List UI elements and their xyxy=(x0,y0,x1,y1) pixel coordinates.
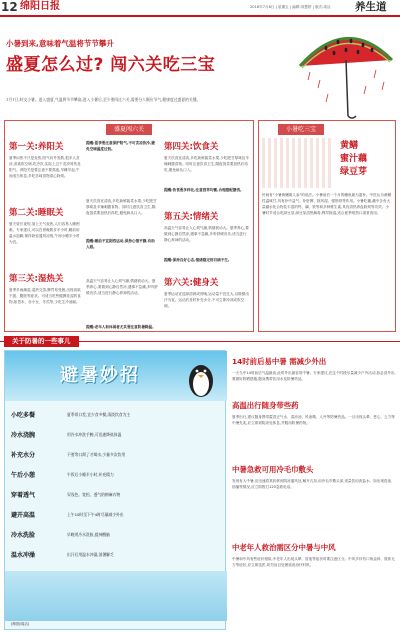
pass-1 xyxy=(9,140,81,203)
news-title: 中暑急救可用冷毛巾敷头 xyxy=(232,465,314,474)
tip-row xyxy=(11,467,221,482)
news-body: 一天当中14时前后气温最高,此时外出最容易中暑。专家建议,在这个时段尽量减少户外活动,如必须外出,要做好防晒措施,随身携带饮用水及防暑药品。 xyxy=(232,371,396,381)
tip-row xyxy=(11,447,221,462)
headline-lead: 7月7日,时交小暑。进入盛夏,气温将节节攀高,进入小暑后,至少要闯过六关,需要分人顺应节气,健康度过盛夏的关键。 xyxy=(6,97,201,102)
tip-label: 小吃多餐 xyxy=(11,412,36,419)
tips-credit: (制图/周洁) xyxy=(11,622,30,626)
masthead-rule xyxy=(0,15,400,17)
tip-row xyxy=(11,487,221,502)
tip-desc: 上午10时至下午4时尽量减少外出 xyxy=(67,511,124,517)
news-title: 14时前后易中暑 需减少外出 xyxy=(232,357,327,366)
pass-emph: 提醒:睡前不宜剧烈运动,保持心情平静,有助入眠。 xyxy=(86,239,155,249)
pass-6 xyxy=(164,276,250,327)
pass-emph: 提醒:夏季要注意保护阳气,不可贪凉饮冷,避免空调温度过低。 xyxy=(86,141,155,151)
pass-title: 第四关:饮食关 xyxy=(164,142,219,152)
watermelon-umbrella-illustration xyxy=(296,20,396,120)
pass-3 xyxy=(9,272,81,335)
tips-infographic xyxy=(4,350,226,630)
tip-row xyxy=(11,407,221,422)
pass-body: 夏季运动宜选择清晨或傍晚,运动量不宜过大,以微微出汗为宜。运动后及时补充水分,不可立即冲凉或吹空调。 xyxy=(164,292,249,308)
tips-title: 避暑妙招 xyxy=(60,365,140,386)
headline-title: 盛夏怎么过? 闯六关吃三宝 xyxy=(6,55,216,75)
treasure-list xyxy=(340,140,392,179)
pass-column-2 xyxy=(86,140,158,342)
ice-illustration xyxy=(5,571,227,621)
tip-desc: 夏季胃口差,宜少食多餐,清淡饮食为主 xyxy=(67,411,131,417)
pass-body: 夏季多雨潮湿,湿热交蒸,脾胃易受困,出现食欲不振、腹胀等症状。可适当吃些健脾祛湿的食物,如薏米、赤小豆、冬瓜等,少吃生冷油腻。 xyxy=(9,288,81,304)
tip-row xyxy=(11,427,221,442)
pass-5 xyxy=(164,210,250,281)
tips-header-bar xyxy=(0,336,400,347)
news-title: 高温出行随身带些药 xyxy=(232,401,299,410)
pass-emph: 提醒:保持良好心态,情绪稳定则百病不生。 xyxy=(164,258,232,262)
tip-desc: 出汗后用温水冲澡,消暑解乏 xyxy=(67,551,114,557)
masthead xyxy=(0,0,400,16)
tip-row xyxy=(11,547,221,562)
tip-desc: 早晚用冷水洗脸,提神醒脑 xyxy=(67,531,110,537)
tip-row xyxy=(11,527,221,542)
penguin-icon xyxy=(183,357,219,403)
news-title: 中老年人救治需区分中暑与中风 xyxy=(232,543,336,552)
page-number: 12 xyxy=(1,0,18,14)
tip-label: 冷水浇腕 xyxy=(11,432,36,439)
pass-emph: 提醒:饮食要多样化,注意营养均衡,合理搭配膳食。 xyxy=(164,188,244,192)
tip-label: 穿着透气 xyxy=(11,492,36,499)
pass-title: 第五关:情绪关 xyxy=(164,212,219,222)
pass-title: 第六关:健身关 xyxy=(164,278,219,288)
tip-label: 温水冲澡 xyxy=(11,552,36,559)
news-body: 夏季出行,建议随身携带藿香正气水、清凉油、风油精、人丹等防暑药品。一旦出现头晕、恶心、乏力等中暑先兆,应立即到阴凉处休息,并服用防暑药物。 xyxy=(232,415,395,425)
treasure-item: 蜜汁藕 xyxy=(340,154,368,164)
pass-body: 夏天饮食宜清淡,多吃新鲜蔬菜水果,少吃肥甘厚味及辛辣刺激食物。同时注意饮食卫生,隔夜饭菜要加热后再吃,避免病从口入。 xyxy=(164,156,249,172)
pass-4 xyxy=(164,140,250,211)
decorative-stripe xyxy=(262,138,334,188)
pass-body: 夏天昼长夜短,加上天气炎热,人们容易入睡困难。专家建议,可以在傍晚散步半小时,睡前用温水泡脚,保持卧室通风凉爽,午间小睡半小时为宜。 xyxy=(9,222,80,244)
tip-desc: 不要等口渴了才喝水,少量多次饮用 xyxy=(67,451,126,457)
tip-desc: 午饭后小睡半小时,补充精力 xyxy=(67,471,114,477)
pass-body: 夏季闷热不只是炎热,阳气向外发散,很多人贪凉,喜欢吹空调,吃冷饮,实际上过于贪凉易伤及阳气。养阳关是要注意不要熬夜,早睡早起,午间适当休息,多吃苦味食物清心除烦。 xyxy=(9,156,81,178)
news-body: 发现有人中暑,应迅速将其转移到阴凉通风处,解开衣扣,用冷毛巾敷头部,适量饮用淡盐水。如出现昏迷、抽搐等情况,应立即拨打120急救电话。 xyxy=(232,479,395,489)
three-treasures-banner: 小暑吃三宝 xyxy=(278,124,324,135)
treasure-item: 黄鳝 xyxy=(340,141,359,151)
tip-desc: 穿浅色、宽松、透气的棉麻衣物 xyxy=(67,491,121,497)
pass-body: 高温天气容易让人心烦气躁,情绪波动大。夏季养心,要做到心静自然凉,遇事不急躁,多听舒缓音乐,适当进行静心养神的活动。 xyxy=(164,226,249,242)
pass-title: 第二关:睡眠关 xyxy=(9,208,64,218)
paper-name: 绵阳日报 xyxy=(20,1,60,12)
section-name: 养生道 xyxy=(355,1,387,13)
tip-label: 午后小憩 xyxy=(11,472,36,479)
pass-title: 第三关:湿热关 xyxy=(9,274,64,284)
tip-label: 避开高温 xyxy=(11,512,36,519)
headline-kicker: 小暑到来,意味着气温将节节攀升 xyxy=(6,39,114,48)
news-body: 中暑和中风有些症状相似,中老年人出现头晕、昏迷等症状时要注意区分。中风多伴有口角歪斜、肢体无力等症状,应立即送医,切勿盲目处理延误治疗时机。 xyxy=(232,557,395,567)
pass-text: 高温天气容易让人心烦气躁,情绪波动大。夏季养心,要做到心静自然凉,遇事不急躁,多听舒缓音乐,适当进行静心养神的活动。 xyxy=(86,279,158,295)
tip-desc: 用冷水冲洗手腕,可迅速降低体温 xyxy=(67,431,122,437)
pass-text: 夏天饮食宜清淡,多吃新鲜蔬菜水果,少吃肥甘厚味及辛辣刺激食物。同时注意饮食卫生,隔夜饭菜要加热后再吃,避免病从口入。 xyxy=(86,199,157,215)
tips-banner: 关于防暑的一些事儿 xyxy=(4,336,79,347)
tip-label: 补充水分 xyxy=(11,452,36,459)
meta-line: 2016年7月8日 | 星期五 | 编辑:刘慧婷 | 版式:周洁 xyxy=(250,5,331,9)
treasure-body: 民间有"小暑黄鳝赛人参"的说法。小暑前后一个月的鳝鱼最为滋补。中医认为黄鳝性温味甘,具有补中益气、补肝脾、除风湿、强筋骨等作用。小暑吃藕,藕中含有大量碳水化合物及丰富的钙、磷、铁等和多种维生素,具有清热养血除烦等功效。小暑时节适合吃绿豆芽,绿豆芽清热解毒,利尿除湿,适合夏季烦热口渴者食用。 xyxy=(262,193,392,215)
pass-emph: 提醒:老年人和体弱者尤其要注意防暑降温。 xyxy=(86,325,156,329)
tip-label: 冷水洗脸 xyxy=(11,532,36,539)
pass-title: 第一关:养阳关 xyxy=(9,142,64,152)
treasure-item: 绿豆芽 xyxy=(340,167,368,177)
pass-2 xyxy=(9,206,81,269)
six-passes-banner: 盛夏闯六关 xyxy=(106,124,152,135)
tip-row xyxy=(11,507,221,522)
